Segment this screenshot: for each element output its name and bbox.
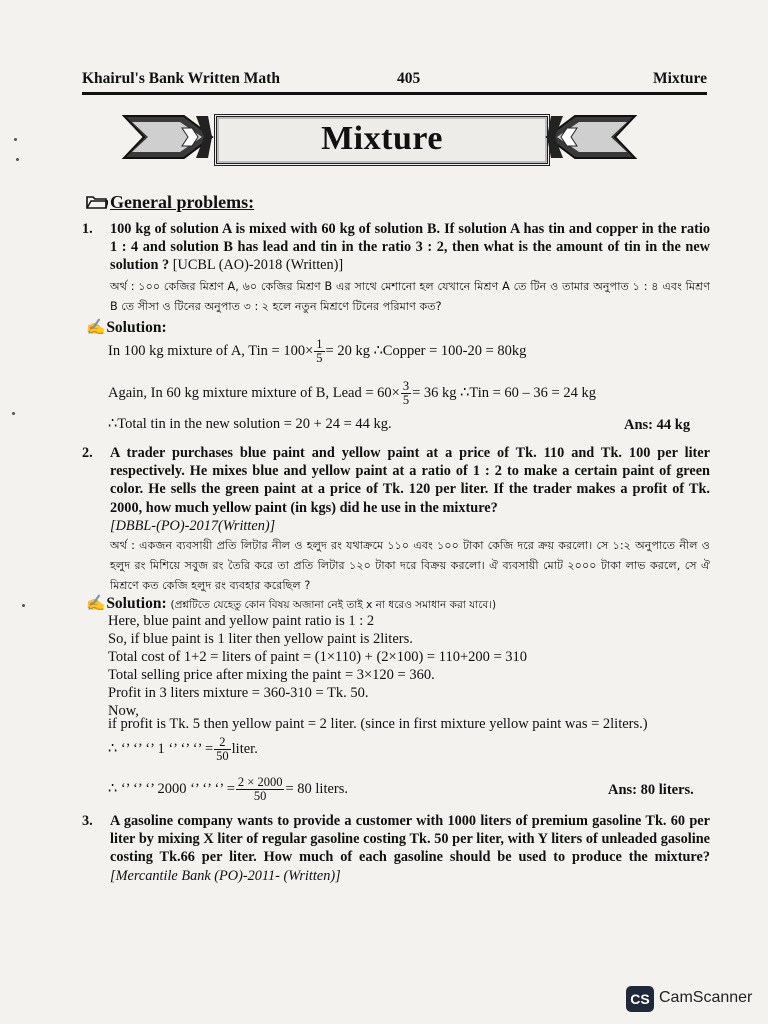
question-text: 100 kg of solution A is mixed with 60 kg of solution B. If solution A has tin and copper in the ratio 1 : 4 and solution B has lead and tin in the ratio 3 : 2, then what is the amount of tin in the new solution ? (110, 221, 710, 274)
equation-part: = 36 kg ∴Tin = 60 – 36 = 24 kg (412, 384, 596, 401)
numerator: 1 (316, 337, 323, 351)
question-number: 2. (82, 445, 93, 461)
solution-line: Total cost of 1+2 = liters of paint = (1×110) + (2×100) = 110+200 = 310 (108, 649, 528, 665)
solution-heading (86, 318, 167, 337)
scan-speck (14, 138, 17, 141)
solution-line: if profit is Tk. 5 then yellow paint = 2 liter. (since in first mixture yellow paint was = 2liters.) (108, 716, 648, 732)
question-2 (82, 444, 710, 535)
chapter-banner (122, 106, 637, 168)
solution-line: Profit in 3 liters mixture = 360-310 = Tk. 50. (108, 685, 369, 701)
question-3 (82, 812, 710, 885)
section-heading-text: General problems: (110, 192, 255, 212)
equation-part: ∴ ‘’ ‘’ ‘’ 1 ‘’ ‘’ ‘’ = (108, 740, 214, 757)
fraction (214, 736, 231, 763)
question-source: [Mercantile Bank (PO)-2011- (Written)] (110, 867, 341, 884)
answer: Ans: 80 liters. (608, 782, 694, 798)
solution-line: ∴Total tin in the new solution = 20 + 24 = 44 kg. (108, 416, 392, 432)
question-source: [DBBL-(PO)-2017(Written)] (110, 517, 276, 534)
question-1 (82, 220, 710, 275)
solution-line (108, 338, 526, 365)
pen-icon: ✍ (86, 319, 106, 336)
running-header (82, 70, 707, 92)
solution-heading (86, 594, 496, 615)
arrow-right-ornament-icon (122, 114, 214, 160)
solution-line: Now, (108, 703, 139, 719)
section-heading (86, 192, 254, 213)
numerator: 2 (214, 736, 231, 750)
bangla-translation: অর্থ : ১০০ কেজির মিশ্রণ A, ৬০ কেজির মিশ্রণ B এর সাথে মেশানো হল যেখানে মিশ্রণ A তে টিন ও তামার অনুপাত ১ : ৪ এবং মিশ্রণ B তে সীসা ও টিনের অনুপাত ৩ : ২ হলে নতুন মিশ্রণে টিনের পরিমাণ কত? (110, 280, 710, 313)
question-number: 1. (82, 221, 93, 237)
scan-speck (12, 412, 15, 415)
solution-line: Total selling price after mixing the paint = 3×120 = 360. (108, 667, 435, 683)
page-number: 405 (397, 70, 421, 87)
equation-part: ∴ ‘’ ‘’ ‘’ 2000 ‘’ ‘’ ‘’ = (108, 780, 235, 797)
solution-line: Here, blue paint and yellow paint ratio is 1 : 2 (108, 613, 375, 629)
solution-line (108, 380, 596, 407)
question-number: 3. (82, 813, 93, 829)
solution-note: (প্রশ্নটিতে যেহেতু কোন বিষয় অজানা নেই তাই x না ধরেও সমাধান করা যাবে।) (170, 599, 497, 611)
chapter-title: Mixture (321, 120, 443, 157)
question-text: A gasoline company wants to provide a customer with 1000 liters of premium gasoline Tk. 60 per liter by mixing X liter of regular gasoline costing Tk. 50 per liter, with Y liters of unleaded gasoline costing Tk.66 per liter. How much of each gasoline should be used to produce the mixture? (110, 813, 710, 866)
denominator: 50 (253, 789, 267, 803)
equation-part: Again, In 60 kg mixture mixture of B, Lead = 60× (108, 384, 400, 401)
fraction (314, 338, 324, 365)
numerator: 2 × 2000 (237, 775, 283, 789)
denominator: 50 (216, 749, 229, 763)
answer: Ans: 44 kg (624, 417, 691, 433)
bangla-translation: অর্থ : একজন ব্যবসায়ী প্রতি লিটার নীল ও হলুদ রং যথাক্রমে ১১০ এবং ১০০ টাকা কেজি দরে ক্রয় করলো। সে ১:২ অনুপাতে নীল ও হলুদ রং মিশিয়ে সবুজ রং তৈরি করে তা প্রতি লিটার ১২০ টাকা দরে বিক্রয় করলো। ঐ ব্যবসায়ী মোট ২০০০ টাকা লাভ করলে, সে ঐ মিশ্রণে কত কেজি হলুদ রং ব্যবহার করেছিল ? (110, 539, 710, 592)
equation-part: = 20 kg ∴Copper = 100-20 = 80kg (325, 342, 527, 359)
equation-part: = 80 liters. (285, 780, 348, 797)
denominator: 5 (402, 393, 410, 407)
camscanner-logo: CS (626, 986, 654, 1012)
solution-label: Solution: (106, 319, 167, 336)
solution-equation (108, 776, 348, 803)
fraction (401, 380, 411, 407)
equation-part: liter. (231, 740, 258, 757)
scan-speck (16, 158, 19, 161)
solution-equation (108, 736, 258, 763)
solution-label: Solution: (106, 595, 167, 612)
header-rule (82, 92, 707, 95)
camscanner-brand: CamScanner (659, 989, 753, 1006)
book-title: Khairul's Bank Written Math (82, 70, 280, 87)
question-source: [UCBL (AO)-2018 (Written)] (172, 257, 344, 274)
denominator: 5 (316, 351, 323, 365)
equation-part: In 100 kg mixture of A, Tin = 100× (108, 342, 314, 359)
fraction (236, 776, 285, 803)
arrow-left-ornament-icon (545, 114, 637, 160)
pen-icon: ✍ (86, 595, 106, 612)
solution-line: So, if blue paint is 1 liter then yellow paint is 2liters. (108, 631, 413, 647)
question-text: A trader purchases blue paint and yellow paint at a price of Tk. 110 and Tk. 100 per liter respectively. He mixes blue and yellow paint at a ratio of 1 : 2 to make a certain paint of green color. He sells the green paint at a price of Tk. 120 per liter. If the trader makes a profit of Tk. 2000, how much yellow paint (in kgs) did he use in the mixture? (110, 445, 710, 516)
folder-icon (86, 195, 108, 209)
scan-speck (22, 604, 25, 607)
numerator: 3 (402, 379, 410, 393)
chapter-name: Mixture (653, 70, 707, 87)
